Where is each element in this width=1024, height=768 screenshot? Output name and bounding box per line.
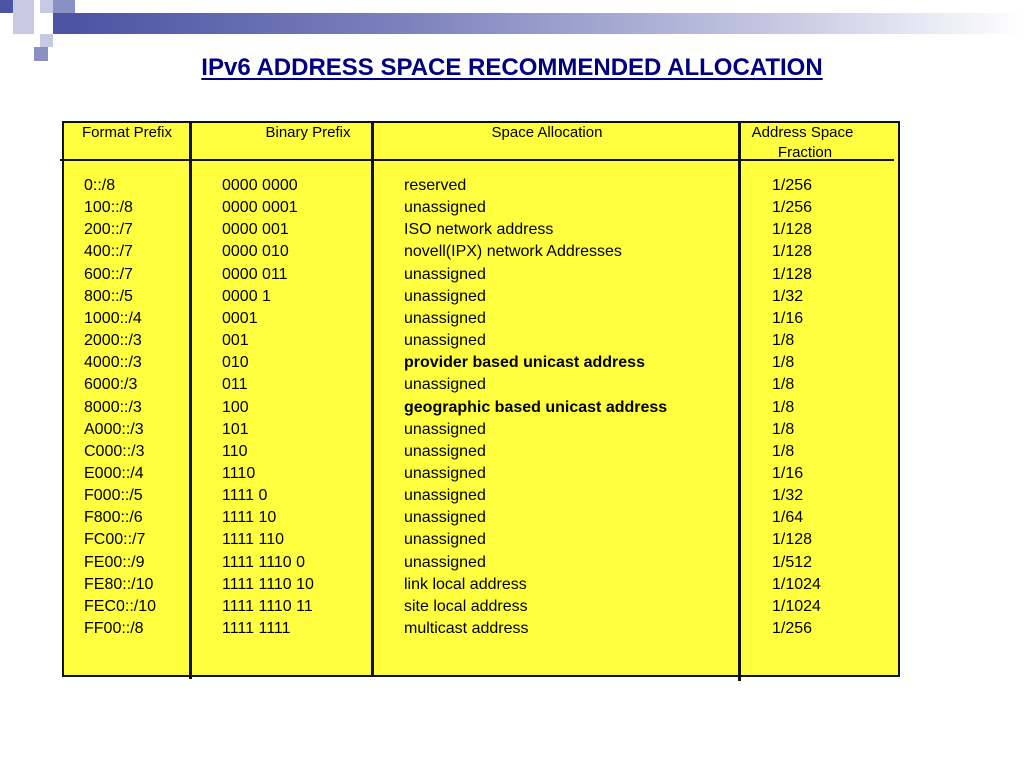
cell-fraction: 1/128 (772, 531, 813, 549)
cell-binary-prefix: 101 (222, 420, 249, 438)
cell-space-allocation: unassigned (404, 309, 486, 327)
cell-format-prefix: 1000::/4 (84, 309, 142, 327)
cell-binary-prefix: 1111 10 (222, 509, 277, 527)
table-row (0, 175, 1024, 197)
cell-fraction: 1/512 (772, 553, 813, 571)
header-format-prefix: Format Prefix (81, 124, 172, 141)
table-row (0, 264, 1024, 286)
cell-fraction: 1/256 (772, 199, 813, 217)
cell-space-allocation: unassigned (404, 509, 486, 527)
cell-format-prefix: 100::/8 (84, 199, 133, 217)
table-row (0, 286, 1024, 308)
cell-space-allocation: unassigned (404, 420, 486, 438)
table-row (0, 596, 1024, 618)
cell-binary-prefix: 0000 010 (222, 243, 289, 261)
header-space-allocation: Space Allocation (491, 124, 603, 141)
cell-format-prefix: 200::/7 (84, 221, 133, 239)
cell-format-prefix: E000::/4 (84, 464, 144, 482)
deco-square (40, 34, 53, 47)
cell-fraction: 1/128 (772, 243, 813, 261)
cell-fraction: 1/256 (772, 620, 813, 637)
deco-square (0, 0, 13, 13)
cell-space-allocation: geographic based unicast address (404, 398, 668, 416)
cell-format-prefix: 800::/5 (84, 287, 133, 305)
cell-format-prefix: 8000::/3 (84, 398, 142, 416)
cell-space-allocation: link local address (404, 575, 527, 593)
cell-format-prefix: F800::/6 (84, 509, 143, 527)
cell-fraction: 1/8 (772, 354, 795, 372)
cell-fraction: 1/1024 (772, 575, 821, 593)
cell-format-prefix: FC00::/7 (84, 531, 146, 549)
cell-binary-prefix: 1111 1111 (222, 620, 291, 637)
table-row (0, 618, 1024, 640)
table-row (0, 197, 1024, 219)
table-row (0, 219, 1024, 241)
slide-title: IPv6 ADDRESS SPACE RECOMMENDED ALLOCATION (201, 54, 823, 81)
cell-space-allocation: novell(IPX) network Addresses (404, 243, 622, 261)
table-row (0, 419, 1024, 441)
cell-fraction: 1/256 (772, 177, 813, 194)
cell-fraction: 1/32 (772, 287, 804, 305)
table-row (0, 352, 1024, 374)
cell-format-prefix: FEC0::/10 (84, 597, 157, 615)
cell-format-prefix: F000::/5 (84, 487, 143, 505)
cell-space-allocation: unassigned (404, 332, 486, 350)
cell-binary-prefix: 1110 (222, 464, 256, 482)
cell-fraction: 1/1024 (772, 597, 821, 615)
cell-format-prefix: 0::/8 (84, 177, 116, 194)
cell-binary-prefix: 0001 (222, 309, 258, 327)
table-row (0, 397, 1024, 419)
cell-format-prefix: FF00::/8 (84, 620, 144, 637)
cell-space-allocation: unassigned (404, 464, 486, 482)
cell-space-allocation: site local address (404, 597, 528, 615)
deco-bar (75, 13, 1024, 34)
deco-square (53, 13, 75, 34)
deco-square (53, 0, 75, 13)
cell-binary-prefix: 0000 001 (222, 221, 289, 239)
cell-fraction: 1/32 (772, 487, 804, 505)
cell-format-prefix: 6000:/3 (84, 376, 138, 394)
cell-format-prefix: A000::/3 (84, 420, 144, 438)
table-row (0, 241, 1024, 263)
table-row (0, 485, 1024, 507)
cell-space-allocation: ISO network address (404, 221, 554, 239)
cell-space-allocation: unassigned (404, 553, 486, 571)
cell-space-allocation: reserved (404, 177, 467, 194)
cell-fraction: 1/64 (772, 509, 804, 527)
cell-space-allocation: provider based unicast address (404, 354, 645, 372)
cell-fraction: 1/16 (772, 309, 804, 327)
table-row (0, 463, 1024, 485)
table-row (0, 574, 1024, 596)
cell-space-allocation: multicast address (404, 620, 529, 637)
cell-fraction: 1/8 (772, 376, 795, 394)
cell-fraction: 1/8 (772, 332, 795, 350)
cell-space-allocation: unassigned (404, 376, 486, 394)
header-binary-prefix: Binary Prefix (265, 124, 351, 141)
cell-fraction: 1/8 (772, 420, 795, 438)
table-row (0, 529, 1024, 551)
cell-binary-prefix: 100 (222, 398, 249, 416)
cell-binary-prefix: 1111 1110 10 (222, 575, 314, 593)
cell-fraction: 1/8 (772, 442, 795, 460)
cell-space-allocation: unassigned (404, 265, 486, 283)
table-row (0, 441, 1024, 463)
header-address-space: Address Space (751, 124, 854, 141)
cell-binary-prefix: 0000 011 (222, 265, 288, 283)
deco-square (13, 13, 34, 34)
cell-binary-prefix: 1111 1110 11 (222, 597, 313, 615)
cell-space-allocation: unassigned (404, 287, 486, 305)
cell-binary-prefix: 0000 1 (222, 287, 271, 305)
cell-binary-prefix: 011 (222, 376, 248, 394)
cell-binary-prefix: 001 (222, 332, 249, 350)
deco-square (13, 0, 34, 13)
cell-format-prefix: 400::/7 (84, 243, 133, 261)
cell-space-allocation: unassigned (404, 199, 486, 217)
cell-format-prefix: FE00::/9 (84, 553, 145, 571)
cell-fraction: 1/16 (772, 464, 804, 482)
header-fraction: Fraction (777, 144, 833, 161)
table-row (0, 308, 1024, 330)
cell-fraction: 1/128 (772, 221, 813, 239)
cell-binary-prefix: 1111 110 (222, 531, 284, 549)
cell-binary-prefix: 0000 0001 (222, 199, 298, 217)
table-row (0, 330, 1024, 352)
cell-format-prefix: 600::/7 (84, 265, 133, 283)
cell-fraction: 1/128 (772, 265, 813, 283)
cell-binary-prefix: 0000 0000 (222, 177, 298, 194)
cell-binary-prefix: 010 (222, 354, 249, 372)
cell-binary-prefix: 1111 0 (222, 487, 268, 505)
cell-space-allocation: unassigned (404, 531, 486, 549)
cell-space-allocation: unassigned (404, 442, 486, 460)
table-row (0, 374, 1024, 396)
cell-format-prefix: FE80::/10 (84, 575, 154, 593)
cell-binary-prefix: 110 (222, 442, 248, 460)
cell-format-prefix: 2000::/3 (84, 332, 142, 350)
deco-square (40, 0, 53, 13)
cell-format-prefix: 4000::/3 (84, 354, 142, 372)
cell-fraction: 1/8 (772, 398, 795, 416)
cell-space-allocation: unassigned (404, 487, 486, 505)
table-row (0, 507, 1024, 529)
cell-format-prefix: C000::/3 (84, 442, 145, 460)
table-row (0, 552, 1024, 574)
cell-binary-prefix: 1111 1110 0 (222, 553, 306, 571)
